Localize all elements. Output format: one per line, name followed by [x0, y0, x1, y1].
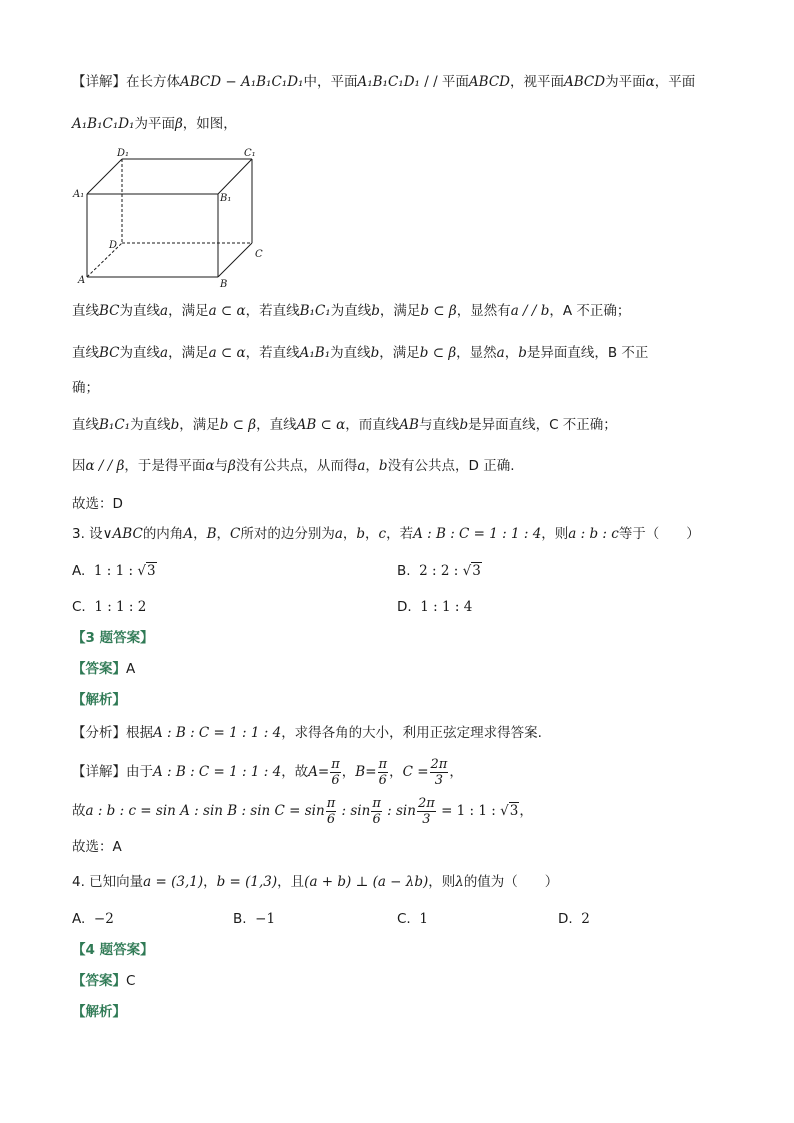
math: b: [371, 303, 380, 319]
numerator: 2π: [417, 795, 435, 811]
fenxi-tag: 【分析】: [72, 725, 126, 741]
text: ，: [519, 803, 533, 819]
text: 为直线: [119, 345, 161, 361]
text: ，: [341, 764, 356, 780]
text: 是异面直线，C 不正确；: [468, 417, 617, 433]
sqrt-symbol: √3: [500, 803, 519, 819]
denominator: 6: [372, 811, 381, 827]
math-vector-b: b = (1,3): [216, 874, 278, 890]
math-vector-a: a = (3,1): [143, 874, 204, 890]
label-b1: B₁: [220, 193, 232, 204]
label-d: D: [109, 240, 118, 251]
analysis-option-b-cont: [72, 378, 99, 398]
text: ，显然有: [456, 303, 511, 319]
text: ，则: [541, 526, 569, 542]
text: 等于（ ）: [618, 526, 700, 542]
math: b ⊂ β: [420, 303, 457, 319]
answer-label: 【答案】: [72, 661, 126, 677]
detail-line-2: [72, 114, 237, 134]
option-value: 1 : 1 :: [93, 563, 138, 579]
math: a: [334, 526, 343, 542]
sqrt-symbol: √3: [462, 563, 481, 579]
answer-value: A: [126, 661, 136, 677]
math-triangle: ∨ABC: [102, 526, 143, 542]
option-value: 2 : 2 :: [419, 563, 463, 579]
numerator: π: [372, 795, 381, 811]
fraction-pi-over-6: [371, 796, 382, 827]
numerator: 2π: [430, 756, 448, 772]
option-key: D.: [558, 911, 573, 927]
detail-line-1: [72, 72, 695, 92]
math: b ⊂ β: [219, 417, 257, 433]
option-value: 1: [419, 911, 428, 927]
text: 为直线: [330, 303, 372, 319]
q3-answer-tag: 【3 题答案】: [72, 630, 154, 646]
analysis-option-d: [72, 456, 515, 476]
radicand: 3: [146, 563, 156, 579]
numerator: π: [378, 756, 388, 772]
text: 为平面: [134, 116, 175, 132]
option-value: 1 : 1 : 2: [94, 599, 147, 615]
q3-fenxi: [72, 723, 542, 743]
text: 直线: [72, 345, 99, 361]
math: β: [228, 458, 236, 474]
answer-value: C: [126, 973, 136, 989]
math: BC: [99, 345, 120, 361]
text: 没有公共点，从而得: [235, 458, 358, 474]
option-value: 2: [581, 911, 590, 927]
label-c1: C₁: [244, 148, 256, 159]
math: AB ⊂ α: [296, 417, 346, 433]
text: ，: [216, 526, 230, 542]
text: 是异面直线，B 不正: [526, 345, 649, 361]
math: AB: [399, 417, 419, 433]
text: 的值为（ ）: [463, 874, 559, 890]
math: b: [459, 417, 469, 433]
math-plane: ABCD: [468, 74, 510, 90]
text: ，: [504, 345, 519, 361]
option-key: A.: [72, 563, 86, 579]
q3-option-a[interactable]: [72, 561, 157, 581]
math-alpha: α: [645, 74, 655, 90]
text: 中，平面: [303, 74, 358, 90]
math: b: [356, 526, 366, 542]
math: c: [378, 526, 387, 542]
math-plane: ABCD: [564, 74, 606, 90]
q4-answer-tag: 【4 题答案】: [72, 942, 154, 958]
option-value: 1 : 1 : 4: [420, 599, 473, 615]
text: ，求得各角的大小，利用正弦定理求得答案.: [281, 725, 542, 741]
math: α: [205, 458, 215, 474]
q2-choice: 故选：D: [72, 496, 123, 512]
text: 为平面: [605, 74, 646, 90]
math: A₁B₁: [299, 345, 331, 361]
text: ，若直线: [245, 345, 300, 361]
math: a ⊂ α: [208, 303, 246, 319]
option-key: A.: [72, 911, 86, 927]
math: b: [518, 345, 527, 361]
text: ，若直线: [245, 303, 300, 319]
math: C =: [402, 764, 429, 780]
math-plane: A₁B₁C₁D₁: [357, 74, 420, 90]
edge-bc: [218, 243, 252, 277]
edge-b1c1: [218, 159, 252, 194]
text: ，满足: [168, 303, 209, 319]
math-plane: A₁B₁C₁D₁: [72, 116, 135, 132]
numerator: π: [331, 756, 340, 772]
math: B₁C₁: [299, 303, 331, 319]
text: ，满足: [168, 345, 209, 361]
q3-option-b[interactable]: [397, 561, 482, 581]
radicand: 3: [472, 563, 481, 579]
text: ，: [365, 458, 379, 474]
math: BC: [99, 303, 120, 319]
q3-detail-line-1: [72, 754, 463, 790]
text: 直线: [72, 303, 99, 319]
text: 确；: [72, 380, 99, 396]
option-key: C.: [72, 599, 86, 615]
text: ，: [449, 764, 463, 780]
math: A : B : C = 1 : 1 : 4: [413, 526, 542, 542]
q4-answer: [72, 971, 135, 991]
math: A=: [308, 764, 330, 780]
text: 直线: [72, 417, 99, 433]
numerator: π: [326, 795, 336, 811]
text: 没有公共点，D 正确.: [387, 458, 515, 474]
detail-tag: 【详解】: [72, 764, 126, 780]
text: 为直线: [330, 345, 371, 361]
fraction-pi-over-6: [326, 796, 337, 827]
math: α / / β: [85, 458, 125, 474]
text: ，而直线: [345, 417, 400, 433]
text: 为直线: [119, 303, 161, 319]
radicand: 3: [509, 803, 519, 819]
q4-stem: [72, 872, 558, 892]
text: ，如图，: [182, 116, 237, 132]
math: = 1 : 1 :: [436, 803, 501, 819]
text: ，满足: [379, 345, 420, 361]
q3-analysis-tag: 【解析】: [72, 692, 126, 708]
q3-choice: 故选：A: [72, 839, 122, 855]
denominator: 3: [422, 811, 431, 827]
text: ，: [203, 874, 217, 890]
q3-detail-line-2: [72, 793, 533, 829]
text: ，满足: [379, 303, 421, 319]
text: ，满足: [179, 417, 220, 433]
denominator: 6: [331, 772, 340, 788]
sqrt-symbol: √3: [137, 563, 156, 579]
answer-label: 【答案】: [72, 973, 126, 989]
q4-analysis-tag: 【解析】: [72, 1004, 126, 1020]
math-lambda: λ: [455, 874, 464, 890]
math: a: [496, 345, 505, 361]
text: 与: [214, 458, 229, 474]
math-beta: β: [174, 116, 183, 132]
math: : sin: [382, 803, 416, 819]
text: 的内角: [142, 526, 184, 542]
text: ，: [193, 526, 207, 542]
math: A: [183, 526, 194, 542]
option-key: B.: [397, 563, 411, 579]
text: 在长方体: [126, 74, 180, 90]
text: 为直线: [130, 417, 171, 433]
text: 与直线: [418, 417, 460, 433]
analysis-option-c: [72, 415, 617, 435]
analysis-option-b: [72, 343, 648, 363]
text: ，: [342, 526, 357, 542]
math: A : B : C = 1 : 1 : 4: [153, 764, 282, 780]
denominator: 6: [326, 811, 336, 827]
fraction-pi-over-6: [378, 757, 389, 788]
option-value: −1: [255, 911, 276, 927]
text: ，视平面: [510, 74, 564, 90]
label-a1: A₁: [73, 189, 85, 200]
math: B: [206, 526, 217, 542]
text: 由于: [126, 764, 153, 780]
label-d1: D₁: [117, 148, 130, 159]
analysis-option-a: [72, 301, 630, 321]
math: a: [160, 345, 169, 361]
math: B₁C₁: [99, 417, 131, 433]
text: ，于是得平面: [124, 458, 206, 474]
text: ，故: [281, 764, 309, 780]
text: ，直线: [256, 417, 297, 433]
math: a : b : c: [568, 526, 619, 542]
denominator: 6: [378, 772, 387, 788]
text: 3. 设: [72, 526, 103, 542]
fraction-2pi-over-3: [417, 796, 436, 827]
math: b: [370, 345, 380, 361]
math: b: [378, 458, 388, 474]
text: 因: [72, 458, 86, 474]
text: ，: [389, 764, 403, 780]
fraction-2pi-over-3: [430, 757, 449, 788]
q4-option-b[interactable]: [233, 909, 275, 929]
q4-option-d[interactable]: [558, 909, 590, 929]
edge-a1d1: [87, 159, 122, 194]
math: a : b : c = sin A : sin B : sin C = sin: [85, 803, 325, 819]
text: ，: [365, 526, 379, 542]
math: a ⊂ α: [208, 345, 246, 361]
math: b ⊂ β: [419, 345, 457, 361]
math: B=: [355, 764, 377, 780]
math-solid: ABCD − A₁B₁C₁D₁: [180, 74, 304, 90]
text: ，平面: [654, 74, 696, 90]
label-c: C: [255, 249, 263, 260]
q3-answer: [72, 659, 135, 679]
q4-option-a[interactable]: [72, 909, 114, 929]
math: a: [357, 458, 366, 474]
text: 故: [72, 803, 86, 819]
label-b: B: [220, 279, 228, 287]
detail-tag: 【详解】: [72, 74, 126, 90]
math-condition: (a + b) ⊥ (a − λb): [304, 874, 429, 890]
math: : sin: [337, 803, 371, 819]
text: ，若: [386, 526, 414, 542]
math: C: [229, 526, 241, 542]
text: ，显然: [456, 345, 497, 361]
cuboid-figure: [70, 145, 270, 287]
q3-stem: [72, 524, 700, 544]
text: ，则: [428, 874, 456, 890]
text: 4. 已知向量: [72, 874, 144, 890]
math-parallel: / /: [419, 74, 442, 90]
math: A : B : C = 1 : 1 : 4: [153, 725, 282, 741]
option-value: −2: [93, 911, 114, 927]
q4-option-c[interactable]: [397, 909, 428, 929]
math: b: [170, 417, 180, 433]
text: ，A 不正确；: [549, 303, 631, 319]
option-key: B.: [233, 911, 247, 927]
text: ，且: [277, 874, 305, 890]
text: 所对的边分别为: [240, 526, 335, 542]
text: 平面: [441, 74, 469, 90]
option-key: C.: [397, 911, 411, 927]
fraction-pi-over-6: [330, 757, 341, 788]
q3-option-c[interactable]: [72, 597, 146, 617]
denominator: 3: [434, 772, 444, 788]
math: a: [160, 303, 169, 319]
label-a: A: [78, 275, 86, 286]
option-key: D.: [397, 599, 412, 615]
text: 根据: [126, 725, 153, 741]
q3-option-d[interactable]: [397, 597, 472, 617]
math: a / / b: [510, 303, 550, 319]
